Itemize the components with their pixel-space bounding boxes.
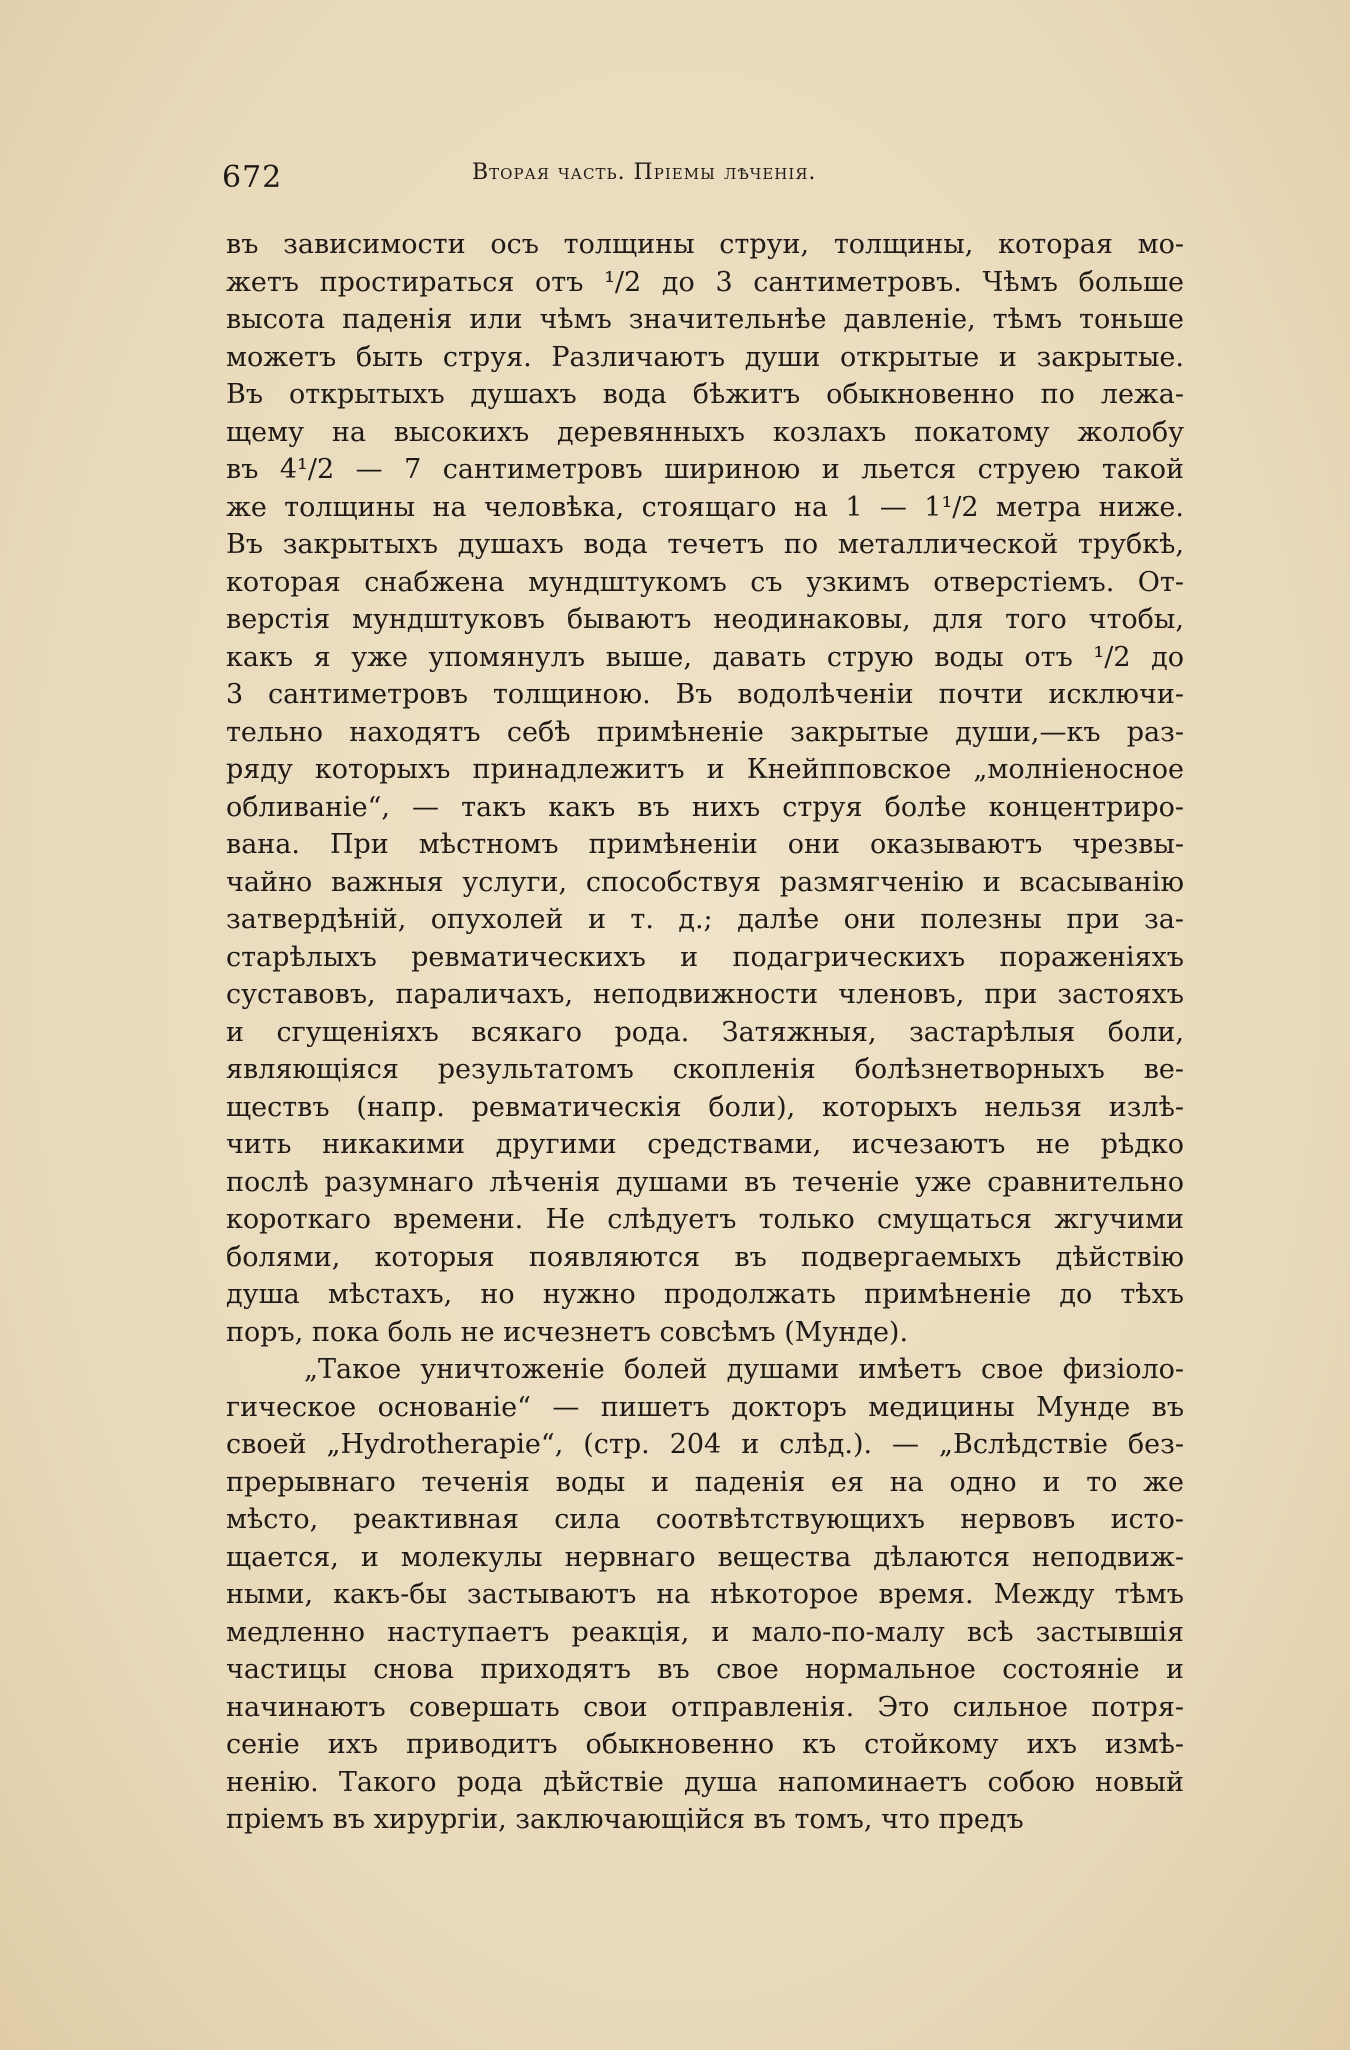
text-line: въ 4¹/2 — 7 сантиметровъ шириною и льется струею такой xyxy=(226,454,1184,485)
text-line: являющіяся результатомъ скопленія болѣзнетворныхъ ве- xyxy=(226,1054,1184,1085)
text-line: пріемъ въ хирургіи, заключающійся въ томъ, что предъ xyxy=(226,1804,1024,1835)
text-line: мѣсто, реактивная сила соотвѣтствующихъ нервовъ исто- xyxy=(226,1504,1184,1535)
text-line: „Такое уничтоженіе болей душами имѣетъ свое физіоло- xyxy=(304,1354,1184,1385)
text-line: высота паденія или чѣмъ значительнѣе давленіе, тѣмъ тоньше xyxy=(226,304,1184,335)
text-line: ществъ (напр. ревматическія боли), которыхъ нельзя излѣ- xyxy=(226,1091,1184,1123)
text-line: суставовъ, параличахъ, неподвижности членовъ, при застояхъ xyxy=(226,979,1184,1010)
text-line: гическое основаніе“ — пишетъ докторъ медицины Мунде въ xyxy=(226,1391,1184,1423)
text-line: чить никакими другими средствами, исчезаютъ не рѣдко xyxy=(226,1129,1184,1160)
text-line: какъ я уже упомянулъ выше, давать струю воды отъ ¹/2 до xyxy=(226,641,1184,673)
text-line: поръ, пока боль не исчезнетъ совсѣмъ (Мунде). xyxy=(226,1316,909,1348)
text-line: старѣлыхъ ревматическихъ и подагрическихъ пораженіяхъ xyxy=(226,941,1184,973)
text-line: и сгущеніяхъ всякаго рода. Затяжныя, застарѣлыя боли, xyxy=(226,1016,1184,1048)
text-line: 3 сантиметровъ толщиною. Въ водолѣченіи почти исключи- xyxy=(226,679,1184,710)
text-line: прерывнаго теченія воды и паденія ея на одно и то же xyxy=(226,1466,1184,1498)
text-line: тельно находятъ себѣ примѣненіе закрытые души,—къ раз- xyxy=(226,716,1184,748)
text-line: Въ закрытыхъ душахъ вода течетъ по металлической трубкѣ, xyxy=(226,529,1184,560)
text-line: жетъ простираться отъ ¹/2 до 3 сантиметровъ. Чѣмъ больше xyxy=(226,266,1184,298)
text-line: короткаго времени. Не слѣдуетъ только смущаться жгучими xyxy=(226,1204,1184,1235)
paragraph xyxy=(226,1351,1184,1839)
text-line: щему на высокихъ деревянныхъ козлахъ покатому жолобу xyxy=(226,416,1184,448)
text-line: верстія мундштуковъ бываютъ неодинаковы, для того чтобы, xyxy=(226,604,1184,635)
text-line: медленно наступаетъ реакція, и мало-по-малу всѣ застывшія xyxy=(226,1616,1184,1648)
text-line: своей „Hydrotherapie“, (стр. 204 и слѣд.). — „Вслѣдствіе без- xyxy=(226,1429,1184,1460)
text-line: можетъ быть струя. Различаютъ души открытые и закрытые. xyxy=(226,341,1184,373)
text-line: ными, какъ-бы застываютъ на нѣкоторое время. Между тѣмъ xyxy=(226,1579,1184,1610)
text-line: затвердѣній, опухолей и т. д.; далѣе они полезны при за- xyxy=(226,904,1184,935)
text-line: сеніе ихъ приводитъ обыкновенно къ стойкому ихъ измѣ- xyxy=(226,1729,1184,1760)
page-number: 672 xyxy=(222,160,283,195)
text-line: болями, которыя появляются въ подвергаемыхъ дѣйствію xyxy=(226,1241,1184,1273)
text-line: вана. При мѣстномъ примѣненіи они оказываютъ чрезвы- xyxy=(226,829,1184,860)
text-line: щается, и молекулы нервнаго вещества дѣлаются неподвиж- xyxy=(226,1541,1184,1573)
text-line: чайно важныя услуги, способствуя размягченію и всасыванію xyxy=(226,866,1184,898)
running-head: Вторая часть. Пріемы лѣченія. xyxy=(472,160,817,185)
text-line: душа мѣстахъ, но нужно продолжать примѣненіе до тѣхъ xyxy=(226,1279,1184,1310)
paragraph xyxy=(226,226,1184,1351)
text-line: послѣ разумнаго лѣченія душами въ теченіе уже сравнительно xyxy=(226,1166,1184,1198)
text-line: ненію. Такого рода дѣйствіе душа напоминаетъ собою новый xyxy=(226,1766,1184,1798)
text-line: обливаніе“, — такъ какъ въ нихъ струя болѣе концентриро- xyxy=(226,791,1184,823)
text-line: частицы снова приходятъ въ свое нормальное состояніе и xyxy=(226,1654,1184,1685)
text-line: въ зависимости осъ толщины струи, толщины, которая мо- xyxy=(226,229,1184,260)
body-text xyxy=(226,226,1184,1839)
text-line: которая снабжена мундштукомъ съ узкимъ отверстіемъ. От- xyxy=(226,566,1184,598)
text-line: ряду которыхъ принадлежитъ и Кнейпповское „молніеносное xyxy=(226,754,1184,785)
text-line: Въ открытыхъ душахъ вода бѣжитъ обыкновенно по лежа- xyxy=(226,379,1184,410)
text-line: же толщины на человѣка, стоящаго на 1 — 1¹/2 метра ниже. xyxy=(226,491,1184,523)
text-line: начинаютъ совершать свои отправленія. Это сильное потря- xyxy=(226,1691,1184,1723)
